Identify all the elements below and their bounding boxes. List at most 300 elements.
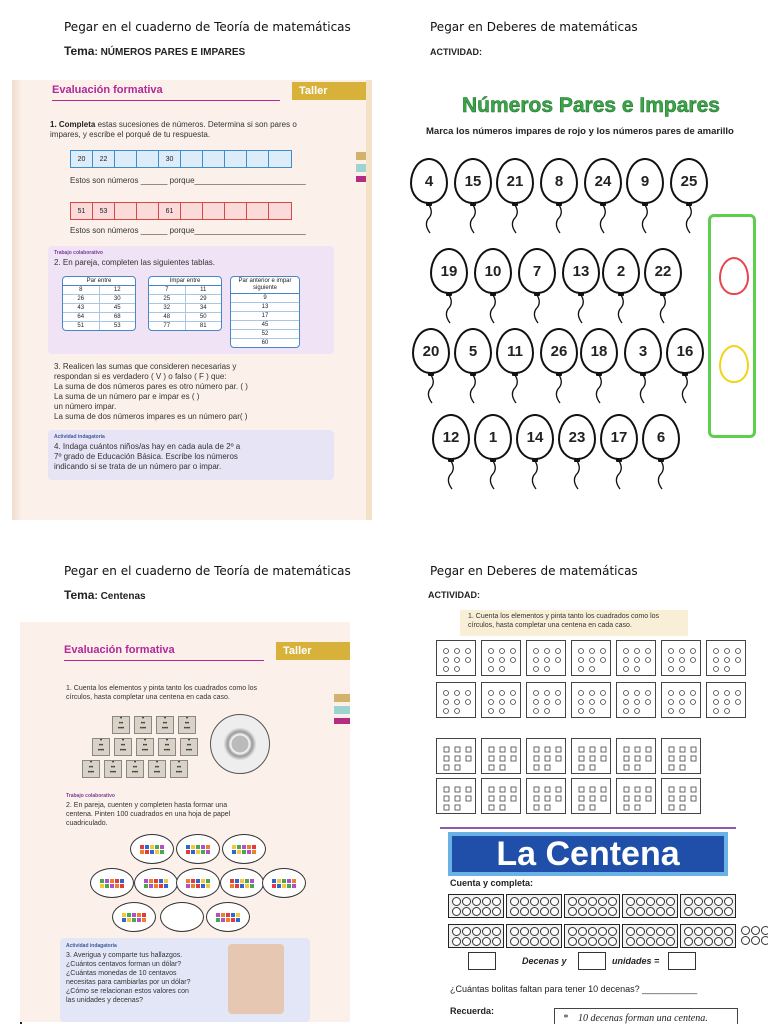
balloon-number: 18 [580,328,618,374]
circle-dots-icon [487,689,517,715]
recuerda-label: Recuerda: [450,1006,495,1016]
bead [598,897,607,906]
cell: 43 [63,304,100,312]
colored-squares [144,879,168,888]
balloon-22[interactable] [644,248,682,296]
bead [714,897,723,906]
bead [510,907,519,916]
seq-cell [247,151,269,167]
ten-frame [506,924,562,948]
circle-dots-icon [622,689,652,715]
bead [724,937,733,946]
activity-instruction [460,610,688,636]
bead [761,926,768,935]
balloon-number: 10 [474,248,512,294]
bead [598,927,607,936]
circle-dots-icon [622,647,652,673]
counting-box[interactable] [481,778,521,814]
color-grid-oval [176,834,220,864]
collab-tag: Trabajo colaborativo [54,250,103,256]
counting-box[interactable] [616,682,656,718]
counting-box[interactable] [661,640,701,676]
balloon-14[interactable] [516,414,554,462]
bead [550,907,559,916]
bead [636,897,645,906]
cell: 53 [113,323,121,329]
balloon-string [616,295,628,325]
right-header-2: Pegar en Deberes de matemáticas [430,564,638,578]
balloon-7[interactable] [518,248,556,296]
balloon-18[interactable] [580,328,618,376]
balloon-19[interactable] [430,248,468,296]
seq-cell [181,203,203,219]
seq-cell [269,151,291,167]
dot-triangle-icon: • •• ••• [158,738,176,756]
balloon-string [680,375,692,405]
actividad-label-2: ACTIVIDAD: [428,590,480,600]
color-grid-oval [222,834,266,864]
colored-squares [232,845,256,854]
bead [684,927,693,936]
counting-box[interactable] [571,738,611,774]
balloon-number: 6 [642,414,680,460]
q3-line: 3. Realicen las sumas que consideren necesarias y [54,362,237,371]
table-par-anterior [230,276,300,348]
balloon-string [638,375,650,405]
table-impar-entre [148,276,222,331]
color-grid-oval [220,868,264,898]
eval-title: Evaluación formativa [64,644,175,656]
unidades-answer-box[interactable] [578,952,606,970]
worksheet-instruction: Marca los números impares de rojo y los números pares de amarillo [426,126,734,137]
eval-title: Evaluación formativa [52,84,163,96]
cell: 13 [261,304,269,310]
bead [550,937,559,946]
circle-dots-icon [577,785,607,811]
bead [462,907,471,916]
bead [666,927,675,936]
taller-badge: Taller [292,82,372,100]
circle-dots-icon [442,647,472,673]
bead [520,937,529,946]
seq-cell [137,151,159,167]
left-header-1: Pegar en el cuaderno de Teoría de matemáticas [64,20,351,34]
cell: 12 [113,287,121,293]
seq-cell: 20 [71,151,93,167]
bead [646,897,655,906]
counting-box[interactable] [661,778,701,814]
circle-dots-icon [532,689,562,715]
tema-value: : Centenas [94,591,146,602]
balloon-10[interactable] [474,248,512,296]
balloon-number: 17 [600,414,638,460]
bead [578,937,587,946]
bead [492,907,501,916]
seq-cell: 22 [93,151,115,167]
bead [530,897,539,906]
bead [714,937,723,946]
bead [636,927,645,936]
cell: 17 [261,313,269,319]
balloon-string [656,461,668,491]
counting-box[interactable] [526,682,566,718]
balloon-string [614,461,626,491]
bead [656,907,665,916]
counting-box[interactable] [571,778,611,814]
side-tab [334,694,350,702]
circle-dots-icon [622,785,652,811]
ten-frame [622,894,678,918]
decenas-label: Decenas y [522,956,567,966]
left-header-2: Pegar en el cuaderno de Teoría de matemáticas [64,564,351,578]
bead [608,897,617,906]
cell: 50 [199,314,207,320]
counting-box[interactable] [436,682,476,718]
balloon-number: 3 [624,328,662,374]
counting-box[interactable] [526,778,566,814]
tema-2 [64,588,146,602]
bead [530,937,539,946]
cell: 30 [113,296,121,302]
balloon-1[interactable] [474,414,512,462]
balloon-17[interactable] [600,414,638,462]
bead [704,897,713,906]
balloon-3[interactable] [624,328,662,376]
bead [694,927,703,936]
counting-box[interactable] [526,738,566,774]
balloon-number: 7 [518,248,556,294]
bead [452,937,461,946]
balloon-number: 23 [558,414,596,460]
bead [704,937,713,946]
counting-box[interactable] [481,738,521,774]
q1-line: 1. Cuenta los elementos y pinta tanto los cuadrados como los [66,685,258,692]
q3-line: ¿Cuántos centavos forman un dólar? [66,961,182,968]
ten-frame [448,894,504,918]
colored-squares [186,879,210,888]
bead [452,927,461,936]
balloon-string [426,375,438,405]
counting-box[interactable] [571,682,611,718]
dot-triangle-icon: • •• ••• [112,716,130,734]
balloon-number: 26 [540,328,578,374]
cell: 68 [113,314,121,320]
bead [626,927,635,936]
bead [568,937,577,946]
balloon-number: 2 [602,248,640,294]
bead [588,937,597,946]
counting-box[interactable] [436,640,476,676]
circle-dots-icon [532,647,562,673]
balloon-2[interactable] [602,248,640,296]
counting-box[interactable] [481,682,521,718]
bead [656,897,665,906]
balloon-13[interactable] [562,248,600,296]
textbook-page-centenas [20,622,350,1022]
balloon-21[interactable] [496,158,534,206]
coin-circle-icon [210,714,270,774]
right-header-1: Pegar en Deberes de matemáticas [430,20,638,34]
circle-dots-icon [442,689,472,715]
balloon-string [424,205,436,235]
bead [598,907,607,916]
bead [482,907,491,916]
balloon-string [488,295,500,325]
circle-dots-icon [622,745,652,771]
balloon-string [510,205,522,235]
ten-frame [506,894,562,918]
balloon-string [468,205,480,235]
balloon-4[interactable] [410,158,448,206]
bead [520,907,529,916]
balloon-number: 21 [496,158,534,204]
bead [472,897,481,906]
decenas-answer-box[interactable] [468,952,496,970]
balloon-24[interactable] [584,158,622,206]
bead [646,927,655,936]
balloon-9[interactable] [626,158,664,206]
q2-line: 2. En pareja, cuenten y completen hasta formar una [66,802,228,809]
bead [646,907,655,916]
bead [550,927,559,936]
seq-cell [269,203,291,219]
bead [472,937,481,946]
balloon-number: 8 [540,158,578,204]
balloon-16[interactable] [666,328,704,376]
cell: 81 [199,323,207,329]
circle-dots-icon [712,647,742,673]
table-par-entre [62,276,136,331]
dot-triangle-icon: • •• ••• [136,738,154,756]
counting-box[interactable] [526,640,566,676]
circle-dots-icon [487,745,517,771]
circle-dots-icon [712,689,742,715]
colored-squares [100,879,124,888]
balloon-6[interactable] [642,414,680,462]
table-header: Par anterior e impar siguiente [231,277,299,294]
ten-frame [448,924,504,948]
counting-box[interactable] [481,640,521,676]
circle-dots-icon [487,785,517,811]
bead [741,936,750,945]
tema-value: : NÚMEROS PARES E IMPARES [94,47,246,58]
bead [482,927,491,936]
q3-block [66,942,226,1005]
bead [761,936,768,945]
balloon-number: 14 [516,414,554,460]
bead [472,907,481,916]
bead [684,907,693,916]
side-tab [334,718,350,724]
bead [540,927,549,936]
red-balloon-icon [719,257,749,295]
balloons-worksheet [400,80,768,520]
color-grid-oval [90,868,134,898]
cell: 11 [200,287,207,293]
dot-triangle-icon: • •• ••• [134,716,152,734]
counting-box[interactable] [436,778,476,814]
counting-box[interactable] [661,738,701,774]
balloon-25[interactable] [670,158,708,206]
bead [666,897,675,906]
bead [510,897,519,906]
cell: 34 [199,305,207,311]
balloon-string [554,205,566,235]
q2-line: cuadriculado. [66,820,108,827]
bead [492,897,501,906]
table-header: Par entre [63,277,135,286]
balloon-26[interactable] [540,328,578,376]
cell: 45 [261,322,269,328]
ten-frame [622,924,678,948]
cell: 64 [63,313,100,321]
seq-cell: 51 [71,203,93,219]
worksheet-title: Números Pares e Impares [462,94,720,117]
balloon-string [658,295,670,325]
q4-block [54,442,324,472]
balloon-11[interactable] [496,328,534,376]
counting-box[interactable] [571,640,611,676]
balloon-string [640,205,652,235]
ten-frame [564,924,620,948]
balloon-20[interactable] [412,328,450,376]
bead [694,907,703,916]
balloon-12[interactable] [432,414,470,462]
page-shadow [12,80,22,520]
bead [540,937,549,946]
cell: 60 [261,340,269,346]
question-text: ¿Cuántas bolitas faltan para tener 10 decenas? ___________ [450,984,698,994]
bead [550,897,559,906]
bead [646,937,655,946]
bead [520,927,529,936]
bead [704,907,713,916]
fill-line-2: Estos son números ______ porque_________________________ [70,226,306,235]
balloon-15[interactable] [454,158,492,206]
bead [724,927,733,936]
color-grid-oval [134,868,178,898]
recuerda-note [554,1008,738,1024]
counting-box[interactable] [616,640,656,676]
cell: 32 [149,304,186,312]
bead [666,907,675,916]
seq-cell [181,151,203,167]
balloon-number: 4 [410,158,448,204]
counting-box[interactable] [706,682,746,718]
q1-block [66,684,326,702]
colored-squares [272,879,296,888]
bead [578,907,587,916]
dot-triangle-icon: • •• ••• [92,738,110,756]
title-rule [52,100,280,101]
balloon-number: 13 [562,248,600,294]
counting-box[interactable] [436,738,476,774]
bead [694,937,703,946]
balloon-string [554,375,566,405]
tema-label: Tema [64,588,95,602]
seq-cell [225,203,247,219]
bead [452,907,461,916]
q4-line: indicando si se trata de un número par o impar. [54,462,222,471]
collab-tag: Trabajo colaborativo [66,793,115,799]
side-tab [334,706,350,714]
circle-dots-icon [442,785,472,811]
bead [636,907,645,916]
bead [492,937,501,946]
circle-dots-icon [577,745,607,771]
q1-text [50,120,312,140]
bead [724,907,733,916]
circle-dots-icon [667,785,697,811]
centena-banner: La Centena [448,832,728,876]
circle-dots-icon [577,689,607,715]
counting-box[interactable] [616,778,656,814]
note-text: 10 decenas forman una centena. [578,1013,708,1024]
balloon-string [510,375,522,405]
bead [462,937,471,946]
instr-line: 1. Cuenta los elementos y pinta tanto los cuadrados como los [468,613,660,620]
bead [492,927,501,936]
balloon-string [598,205,610,235]
color-grid-oval [176,868,220,898]
cuenta-label: Cuenta y completa: [450,878,534,888]
counting-box[interactable] [706,640,746,676]
balloon-5[interactable] [454,328,492,376]
q3-line: las unidades y decenas? [66,997,144,1004]
counting-box[interactable] [616,738,656,774]
ten-frame [680,894,736,918]
balloon-number: 11 [496,328,534,374]
total-answer-box[interactable] [668,952,696,970]
balloon-string [576,295,588,325]
balloon-number: 12 [432,414,470,460]
bead [510,927,519,936]
q2-block [66,792,326,828]
circle-dots-icon [442,745,472,771]
table-header: Impar entre [149,277,221,286]
bead [741,926,750,935]
q1-body: estas sucesiones de números. Determina si son pares o impares, y escribe el porqué de tu respuesta. [50,120,297,139]
balloon-string [572,461,584,491]
bead [578,897,587,906]
dot-triangle-icon: • •• ••• [126,760,144,778]
bead [684,897,693,906]
cell: 29 [199,296,207,302]
counting-box[interactable] [661,682,701,718]
circle-dots-icon [667,745,697,771]
seq-cell [225,151,247,167]
color-legend [708,214,756,438]
cell: 51 [63,322,100,330]
bead [714,927,723,936]
balloon-string [446,461,458,491]
balloon-number: 22 [644,248,682,294]
q3-line: respondan si es verdadero ( V ) o falso ( F ) que: [54,372,227,381]
seq-cell: 53 [93,203,115,219]
bead [724,897,733,906]
bead [462,927,471,936]
bead [636,937,645,946]
tema-label: Tema [64,44,95,58]
bead [510,937,519,946]
cell: 7 [149,286,186,294]
bead [626,907,635,916]
balloon-number: 25 [670,158,708,204]
dot-triangle-icon: • •• ••• [104,760,122,778]
cell: 48 [149,313,186,321]
balloon-8[interactable] [540,158,578,206]
balloon-23[interactable] [558,414,596,462]
